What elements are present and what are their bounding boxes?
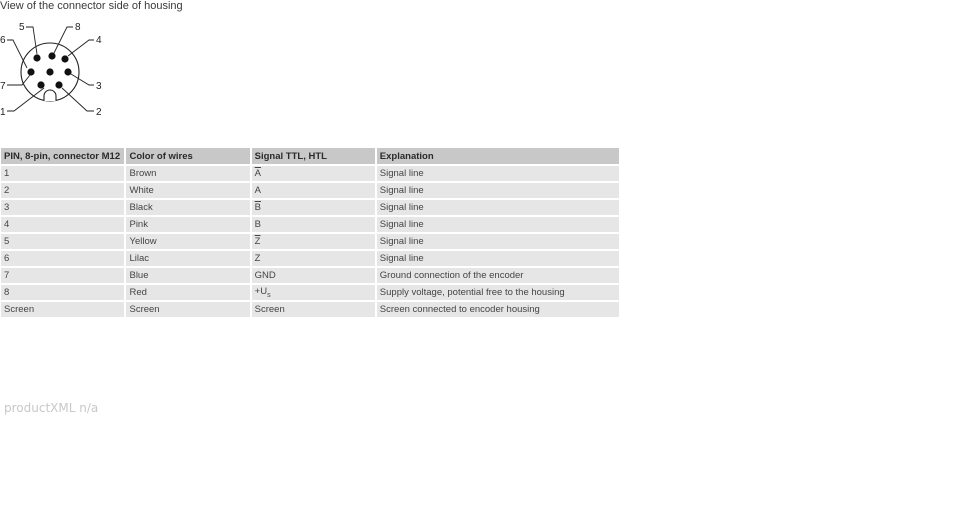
cell-pin: 1	[1, 166, 126, 181]
cell-explanation: Ground connection of the encoder	[377, 268, 619, 283]
cell-explanation: Screen connected to encoder housing	[377, 302, 619, 317]
pin-assignment-table	[1, 146, 619, 319]
table-header-row	[1, 148, 619, 164]
pin-label-4: 4	[96, 35, 102, 46]
table-row	[1, 200, 619, 215]
pin-6-dot	[27, 68, 34, 75]
cell-pin: 2	[1, 183, 126, 198]
signal-text: $\overline{A}$	[254, 168, 261, 179]
cell-explanation: Signal line	[377, 200, 619, 215]
signal-text: $\overline{B}$	[254, 202, 261, 213]
cell-color: Black	[126, 200, 251, 215]
signal-text: Z	[254, 253, 261, 264]
cell-pin: 5	[1, 234, 126, 249]
table-row	[1, 183, 619, 198]
cell-signal	[252, 285, 377, 300]
cell-signal	[252, 302, 377, 317]
pin-label-8: 8	[75, 22, 81, 33]
cell-signal	[252, 251, 377, 266]
cell-color: Red	[126, 285, 251, 300]
cell-signal	[252, 183, 377, 198]
cell-pin: 8	[1, 285, 126, 300]
cell-explanation: Signal line	[377, 234, 619, 249]
pin-4-dot	[61, 55, 68, 62]
table-row	[1, 268, 619, 283]
cell-color: Brown	[126, 166, 251, 181]
cell-explanation: Signal line	[377, 183, 619, 198]
header-explanation: Explanation	[377, 148, 619, 164]
cell-pin: 4	[1, 217, 126, 232]
cell-color: Blue	[126, 268, 251, 283]
cell-explanation: Signal line	[377, 251, 619, 266]
signal-text: +U	[254, 286, 268, 298]
pin-centre-dot	[46, 68, 53, 75]
pin-label-1: 1	[0, 107, 6, 118]
cell-explanation: Signal line	[377, 217, 619, 232]
pin-label-7: 7	[0, 81, 6, 92]
cell-pin: Screen	[1, 302, 126, 317]
cell-pin: 3	[1, 200, 126, 215]
pin-5-dot	[33, 54, 40, 61]
cell-pin: 6	[1, 251, 126, 266]
cell-pin: 7	[1, 268, 126, 283]
signal-text: $\overline{Z}$	[254, 236, 261, 247]
cell-signal	[252, 200, 377, 215]
cell-color: Lilac	[126, 251, 251, 266]
table-row	[1, 166, 619, 181]
pin-8-dot	[48, 52, 55, 59]
table-row	[1, 285, 619, 300]
pin-3-dot	[64, 68, 71, 75]
table-row	[1, 251, 619, 266]
signal-text: GND	[254, 270, 276, 281]
header-pin: PIN, 8-pin, connector M12	[1, 148, 126, 164]
signal-text: Screen	[254, 304, 285, 315]
pin-label-5: 5	[19, 22, 25, 33]
pin-1-dot	[55, 81, 62, 88]
cell-color: Yellow	[126, 234, 251, 249]
cell-explanation: Supply voltage, potential free to the housing	[377, 285, 619, 300]
table-row	[1, 302, 619, 317]
pin-7-dot	[37, 81, 44, 88]
cell-signal	[252, 234, 377, 249]
cell-explanation: Signal line	[377, 166, 619, 181]
cell-color: Screen	[126, 302, 251, 317]
header-signal: Signal TTL, HTL	[252, 148, 377, 164]
cell-color: Pink	[126, 217, 251, 232]
pin-label-6: 6	[0, 35, 6, 46]
signal-subscript: s	[267, 291, 271, 299]
pin-label-2: 2	[96, 107, 102, 118]
connector-key-notch	[44, 90, 56, 101]
signal-text: B	[254, 219, 261, 230]
cell-signal	[252, 166, 377, 181]
cell-color: White	[126, 183, 251, 198]
cell-signal	[252, 268, 377, 283]
pin-label-3: 3	[96, 81, 102, 92]
signal-text: A	[254, 185, 261, 196]
table-row	[1, 234, 619, 249]
cell-signal	[252, 217, 377, 232]
table-row	[1, 217, 619, 232]
header-color: Color of wires	[126, 148, 251, 164]
product-xml-note: productXML n/a	[4, 401, 99, 415]
connector-pinout-diagram	[0, 16, 110, 126]
diagram-title: View of the connector side of housing	[0, 0, 183, 12]
